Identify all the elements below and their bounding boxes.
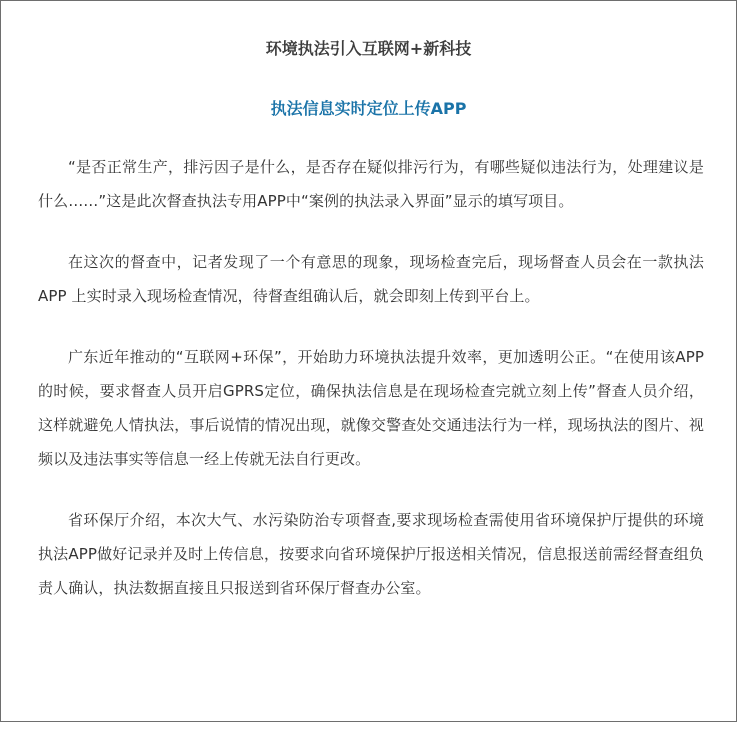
article-paragraph: 省环保厅介绍，本次大气、水污染防治专项督查,要求现场检查需使用省环境保护厅提供的环境执法APP做好记录并及时上传信息，按要求向省环境保护厅报送相关情况，信息报送前需经督查组负责人确认，执法数据直接且只报送到省环保厅督查办公室。: [38, 511, 704, 597]
article-subtitle: 执法信息实时定位上传APP: [270, 99, 467, 118]
article-paragraph: 广东近年推动的“互联网+环保”，开始助力环境执法提升效率，更加透明公正。“在使用该APP的时候，要求督查人员开启GPRS定位，确保执法信息是在现场检查完就立刻上传”督查人员介绍，这样就避免人情执法，事后说情的情况出现，就像交警查处交通违法行为一样，现场执法的图片、视频以及违法事实等信息一经上传就无法自行更改。: [38, 348, 704, 468]
article-paragraph: “是否正常生产，排污因子是什么，是否存在疑似排污行为，有哪些疑似违法行为，处理建议是什么……”这是此次督查执法专用APP中“案例的执法录入界面”显示的填写项目。: [38, 158, 704, 210]
article-title: 环境执法引入互联网+新科技: [265, 39, 472, 58]
article-paragraph: 在这次的督查中，记者发现了一个有意思的现象，现场检查完后，现场督查人员会在一款执法APP 上实时录入现场检查情况，待督查组确认后，就会即刻上传到平台上。: [38, 253, 704, 305]
article-body: [38, 150, 704, 605]
